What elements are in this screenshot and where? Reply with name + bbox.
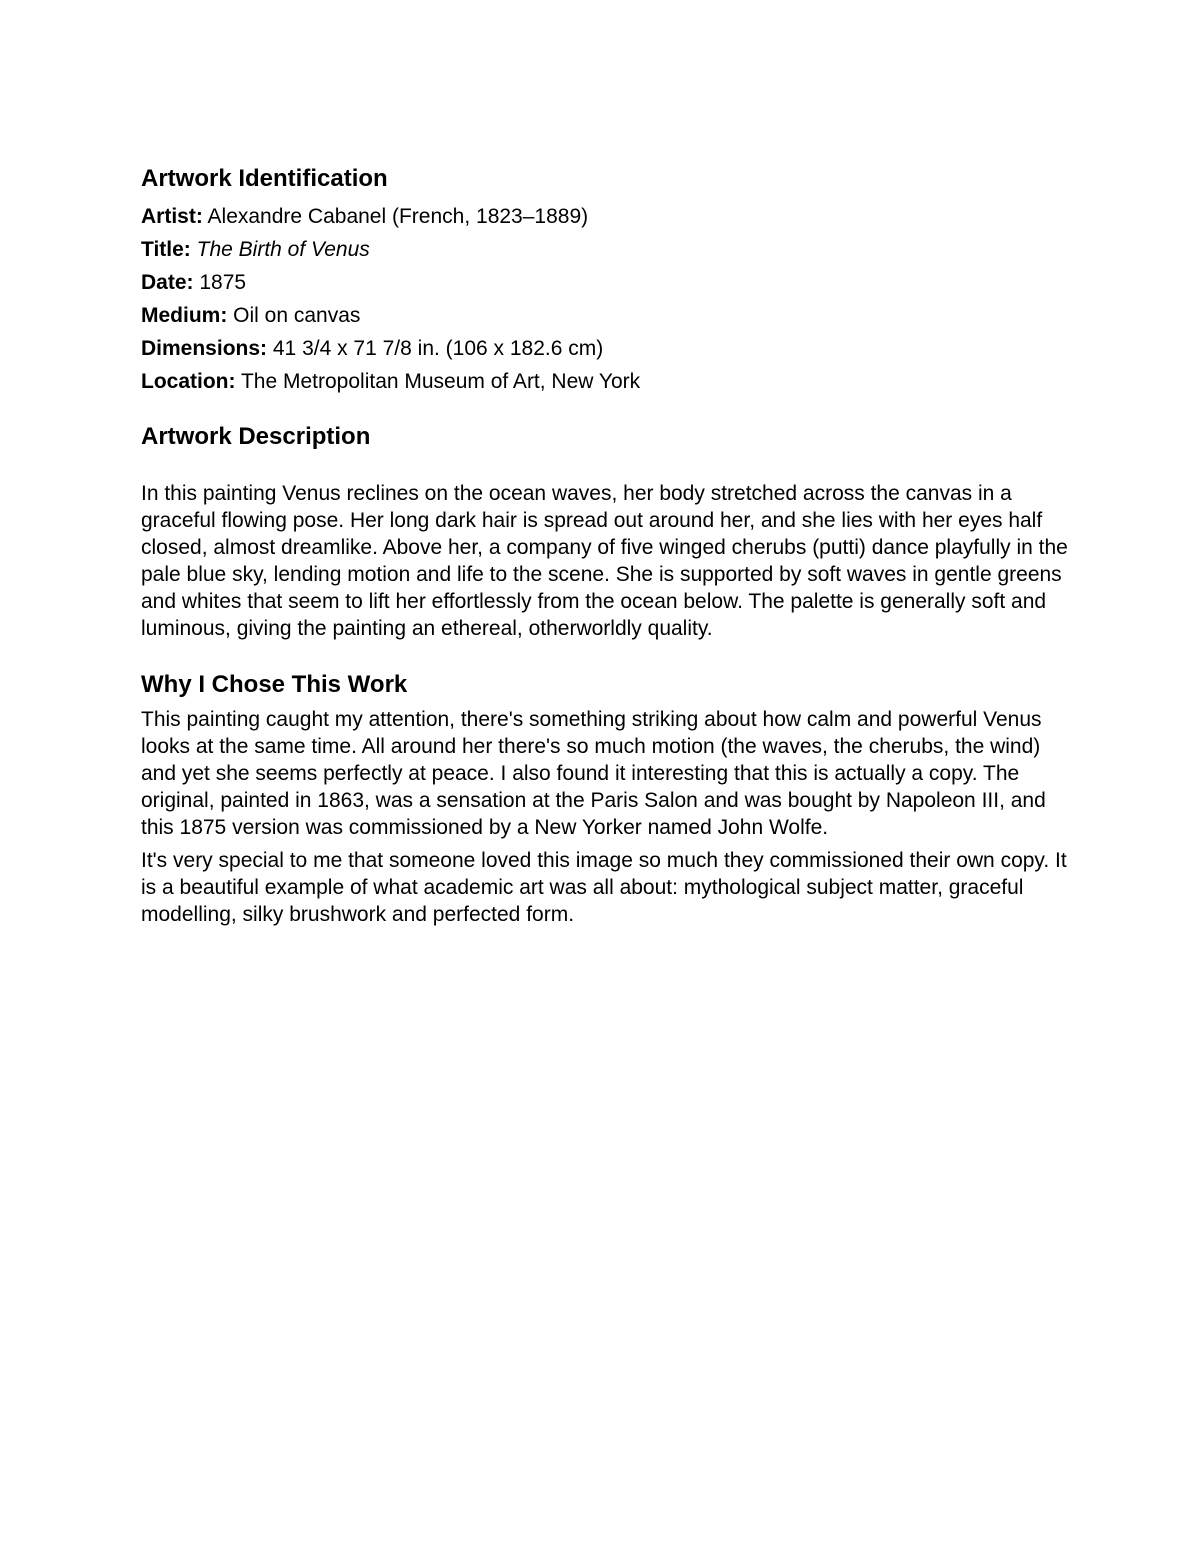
medium-row bbox=[141, 299, 1071, 332]
artist-value: Alexandre Cabanel (French, 1823–1889) bbox=[207, 205, 589, 228]
date-value: 1875 bbox=[199, 271, 247, 294]
description-paragraph: In this painting Venus reclines on the ocean waves, her body stretched across the canvas in a graceful flowing pose. Her long dark hair is spread out around her, and she lies with her eyes half closed, almost dreamlike. Above her, a company of five winged cherubs (putti) dance playfully in the pale blue sky, lending motion and life to the scene. She is supported by soft waves in gentle greens and whites that seem to lift her effortlessly from the ocean below. The palette is generally soft and luminous, giving the painting an ethereal, otherworldly quality. bbox=[141, 482, 1068, 640]
why-paragraph-2: It's very special to me that someone loved this image so much they commissioned their own copy. It is a beautiful example of what academic art was all about: mythological subject matter, graceful modelling, silky brushwork and perfected form. bbox=[141, 849, 1067, 926]
dimensions-row bbox=[141, 332, 1071, 365]
medium-label: Medium: bbox=[141, 304, 228, 327]
location-value: The Metropolitan Museum of Art, New York bbox=[240, 370, 641, 393]
why-heading: Why I Chose This Work bbox=[141, 671, 408, 698]
title-value: The Birth of Venus bbox=[196, 238, 370, 261]
medium-value: Oil on canvas bbox=[233, 304, 361, 327]
date-row bbox=[141, 266, 1071, 299]
title-row bbox=[141, 233, 1071, 266]
location-label: Location: bbox=[141, 370, 236, 393]
location-row bbox=[141, 365, 1071, 398]
title-label: Title: bbox=[141, 238, 191, 261]
identification-heading: Artwork Identification bbox=[141, 165, 388, 192]
dimensions-value: 41 3/4 x 71 7/8 in. (106 x 182.6 cm) bbox=[272, 337, 604, 360]
date-label: Date: bbox=[141, 271, 194, 294]
artist-row bbox=[141, 200, 1071, 233]
document-page bbox=[141, 162, 1071, 928]
description-heading: Artwork Description bbox=[141, 423, 371, 450]
artist-label: Artist: bbox=[141, 205, 203, 228]
why-paragraph-1: This painting caught my attention, there's something striking about how calm and powerful Venus looks at the same time. All around her there's so much motion (the waves, the cherubs, the wind) and yet she seems perfectly at peace. I also found it interesting that this is actually a copy. The original, painted in 1863, was a sensation at the Paris Salon and was bought by Napoleon III, and this 1875 version was commissioned by a New Yorker named John Wolfe. bbox=[141, 708, 1046, 839]
dimensions-label: Dimensions: bbox=[141, 337, 268, 360]
identification-list bbox=[141, 200, 1071, 398]
